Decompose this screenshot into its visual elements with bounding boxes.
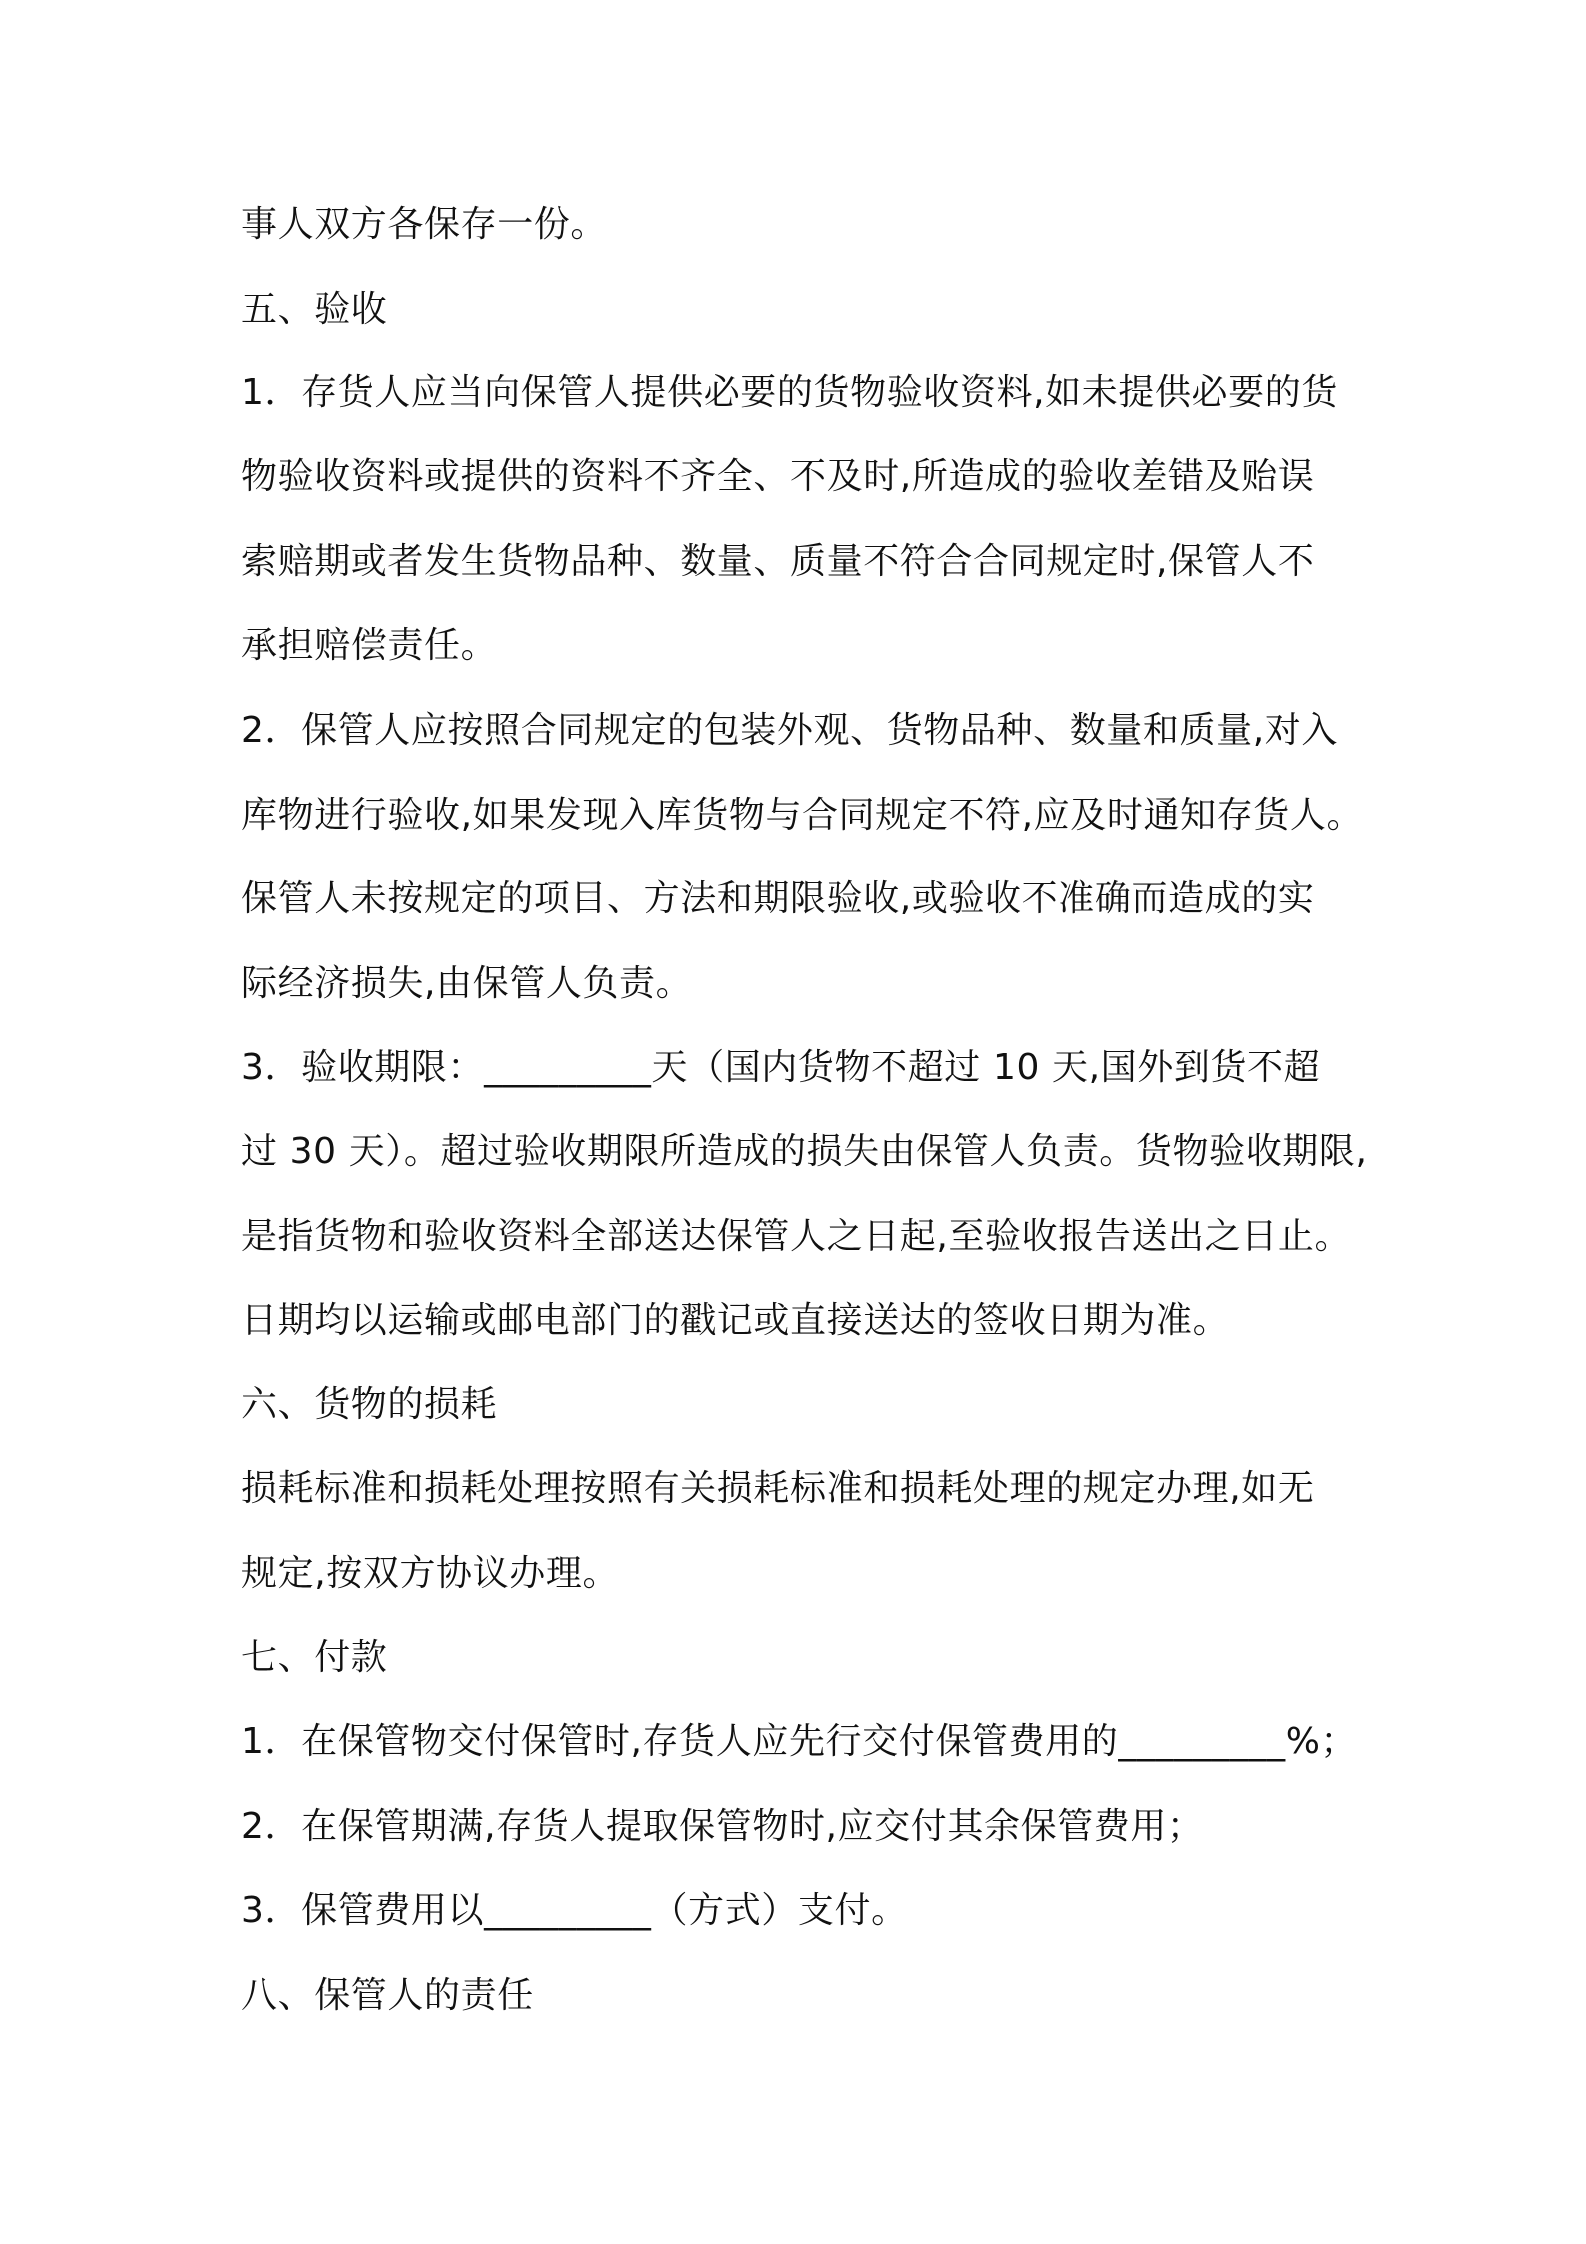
text-line: 2．保管人应按照合同规定的包装外观、货物品种、数量和质量,对入 [241,710,1338,751]
text-line: 日期均以运输或邮电部门的戳记或直接送达的签收日期为准。 [241,1300,1230,1341]
section-heading: 五、验收 [241,289,388,330]
text-line: 过 30 天）。超过验收期限所造成的损失由保管人负责。货物验收期限, [241,1131,1368,1172]
text-line: 承担赔偿责任。 [241,625,498,666]
text-line: 是指货物和验收资料全部送达保管人之日起,至验收报告送出之日止。 [241,1216,1352,1257]
text-line: 际经济损失,由保管人负责。 [241,963,693,1004]
section-heading: 七、付款 [241,1637,388,1678]
text-line: 物验收资料或提供的资料不齐全、不及时,所造成的验收差错及贻误 [241,456,1315,497]
text-line: 1．在保管物交付保管时,存货人应先行交付保管费用的_________%； [241,1721,1358,1762]
text-line: 索赔期或者发生货物品种、数量、质量不符合合同规定时,保管人不 [241,541,1315,582]
text-line: 保管人未按规定的项目、方法和期限验收,或验收不准确而造成的实 [241,878,1315,919]
text-line: 3．保管费用以_________（方式）支付。 [241,1890,908,1931]
text-line: 规定,按双方协议办理。 [241,1553,620,1594]
text-line: 1．存货人应当向保管人提供必要的货物验收资料,如未提供必要的货 [241,372,1338,413]
section-heading: 六、货物的损耗 [241,1384,498,1425]
text-line: 损耗标准和损耗处理按照有关损耗标准和损耗处理的规定办理,如无 [241,1468,1315,1509]
text-line: 库物进行验收,如果发现入库货物与合同规定不符,应及时通知存货人。 [241,795,1364,836]
section-heading: 八、保管人的责任 [241,1975,534,2016]
text-line: 2．在保管期满,存货人提取保管物时,应交付其余保管费用； [241,1806,1204,1847]
text-line: 事人双方各保存一份。 [241,204,608,245]
text-line: 3．验收期限：_________天（国内货物不超过 10 天,国外到货不超 [241,1047,1321,1088]
